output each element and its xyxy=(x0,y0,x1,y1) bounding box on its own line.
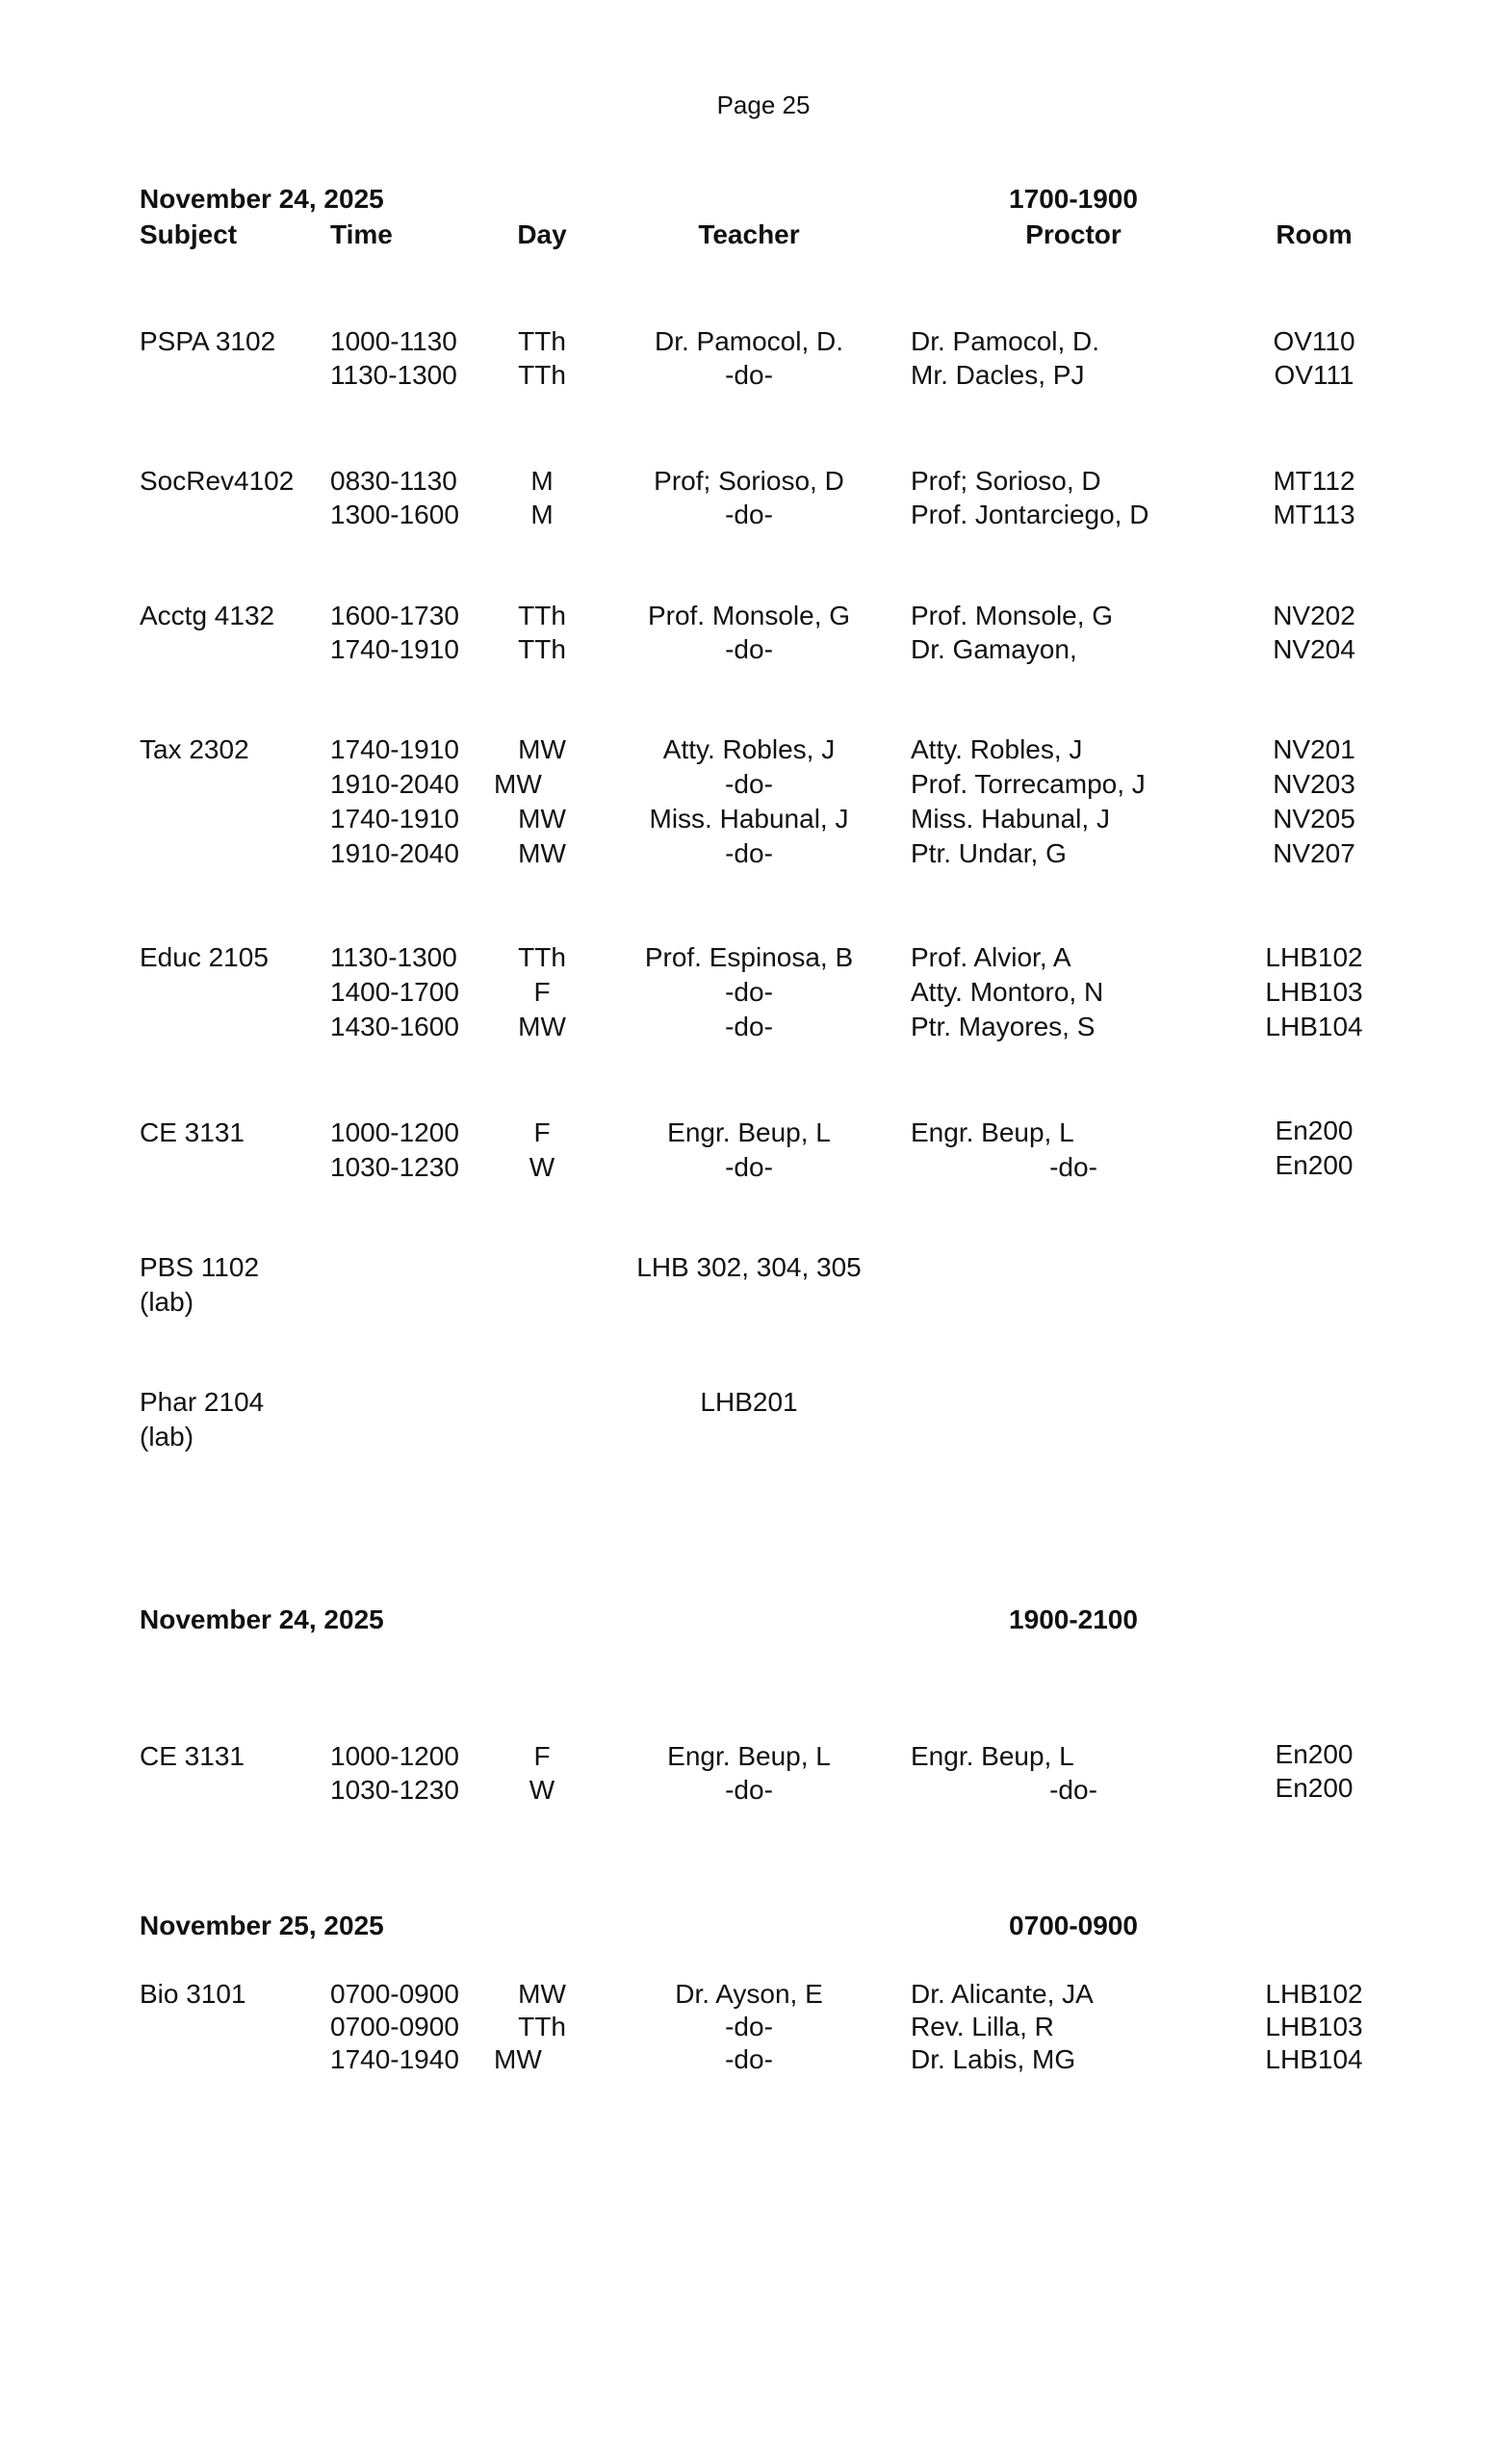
section-time-slot: 1900-2100 xyxy=(1009,1604,1138,1634)
teacher-cell: -do- xyxy=(725,838,773,868)
time-cell: 1000-1200 xyxy=(330,1741,459,1771)
day-cell: TTh xyxy=(518,360,566,390)
proctor-cell: Ptr. Mayores, S xyxy=(911,1012,1096,1041)
room-cell: NV203 xyxy=(1273,769,1355,799)
header-proctor: Proctor xyxy=(1025,219,1122,249)
room-cell: LHB104 xyxy=(1265,1012,1363,1041)
time-cell: 1740-1910 xyxy=(330,634,459,664)
day-cell: M xyxy=(530,500,554,529)
proctor-cell: Engr. Beup, L xyxy=(911,1117,1074,1147)
teacher-cell: -do- xyxy=(725,1775,773,1805)
proctor-cell: Prof. Jontarciego, D xyxy=(911,500,1149,529)
teacher-cell: -do- xyxy=(725,2044,773,2074)
proctor-cell: Dr. Labis, MG xyxy=(911,2044,1076,2074)
teacher-cell: Engr. Beup, L xyxy=(667,1741,831,1771)
subject-code: CE 3131 xyxy=(140,1117,245,1147)
time-cell: 1740-1940 xyxy=(330,2044,459,2074)
section-time-slot: 0700-0900 xyxy=(1009,1911,1138,1940)
time-cell: 1000-1200 xyxy=(330,1117,459,1147)
proctor-cell: -do- xyxy=(1049,1775,1097,1805)
proctor-cell: Ptr. Undar, G xyxy=(911,838,1067,868)
subject-code: Bio 3101 xyxy=(140,1979,246,2009)
subject-code: PBS 1102 xyxy=(140,1252,260,1282)
time-cell: 1430-1600 xyxy=(330,1012,459,1041)
section-time-slot: 1700-1900 xyxy=(1009,184,1138,214)
room-cell: LHB102 xyxy=(1265,942,1363,972)
subject-code: SocRev4102 xyxy=(140,466,295,496)
section-date: November 25, 2025 xyxy=(140,1911,384,1940)
day-cell: TTh xyxy=(518,601,566,630)
teacher-cell: Miss. Habunal, J xyxy=(649,804,849,834)
proctor-cell: Prof. Torrecampo, J xyxy=(911,769,1146,799)
day-cell: W xyxy=(529,1152,555,1182)
time-cell: 1130-1300 xyxy=(330,360,457,390)
page-number: Page 25 xyxy=(716,90,811,119)
teacher-cell: Dr. Pamocol, D. xyxy=(654,326,844,356)
subject-note: (lab) xyxy=(140,1287,194,1317)
day-cell: MW xyxy=(518,1012,566,1041)
time-cell: 1000-1130 xyxy=(330,326,457,356)
time-cell: 1600-1730 xyxy=(330,601,459,630)
header-time: Time xyxy=(330,219,393,249)
time-cell: 1300-1600 xyxy=(330,500,459,529)
day-cell: TTh xyxy=(518,326,566,356)
teacher-cell: Prof. Monsole, G xyxy=(647,601,851,630)
time-cell: 0700-0900 xyxy=(330,1979,459,2009)
proctor-cell: Atty. Robles, J xyxy=(911,734,1083,764)
time-cell: 1030-1230 xyxy=(330,1152,459,1182)
day-cell: MW xyxy=(518,838,566,868)
teacher-cell: -do- xyxy=(725,1012,773,1041)
day-cell: TTh xyxy=(518,942,566,972)
room-cell: En200 xyxy=(1275,1739,1354,1769)
room-cell: NV202 xyxy=(1273,601,1355,630)
room-cell: NV205 xyxy=(1273,804,1355,834)
teacher-cell: -do- xyxy=(725,360,773,390)
room-cell: MT113 xyxy=(1273,500,1355,529)
room-cell: LHB104 xyxy=(1265,2044,1363,2074)
time-cell: 1130-1300 xyxy=(330,942,457,972)
proctor-cell: Mr. Dacles, PJ xyxy=(911,360,1085,390)
time-cell: 1740-1910 xyxy=(330,804,459,834)
subject-note: (lab) xyxy=(140,1422,194,1451)
teacher-cell: -do- xyxy=(725,977,773,1007)
time-cell: 1030-1230 xyxy=(330,1775,459,1805)
time-cell: 0700-0900 xyxy=(330,2012,459,2041)
day-cell: MW xyxy=(518,1979,566,2009)
day-cell: F xyxy=(533,977,551,1007)
room-cell: En200 xyxy=(1275,1150,1354,1180)
time-cell: 1910-2040 xyxy=(330,838,459,868)
header-subject: Subject xyxy=(140,219,238,249)
day-cell: TTh xyxy=(518,634,566,664)
day-cell: MW xyxy=(518,804,566,834)
subject-code: Phar 2104 xyxy=(140,1387,265,1417)
proctor-cell: Dr. Alicante, JA xyxy=(911,1979,1094,2009)
teacher-cell: -do- xyxy=(725,1152,773,1182)
time-cell: 0830-1130 xyxy=(330,466,457,496)
room-cell: LHB102 xyxy=(1265,1979,1363,2009)
room-cell: LHB103 xyxy=(1265,2012,1363,2041)
teacher-cell: -do- xyxy=(725,500,773,529)
header-teacher: Teacher xyxy=(698,219,800,249)
teacher-cell: Prof. Espinosa, B xyxy=(644,942,854,972)
section-date: November 24, 2025 xyxy=(140,1604,384,1634)
section-date: November 24, 2025 xyxy=(140,184,384,214)
lab-location: LHB201 xyxy=(700,1387,798,1417)
room-cell: OV111 xyxy=(1274,360,1354,390)
room-cell: NV207 xyxy=(1273,838,1355,868)
proctor-cell: Dr. Pamocol, D. xyxy=(911,326,1100,356)
proctor-cell: Prof; Sorioso, D xyxy=(911,466,1101,496)
time-cell: 1740-1910 xyxy=(330,734,459,764)
proctor-cell: Rev. Lilla, R xyxy=(911,2012,1054,2041)
proctor-cell: -do- xyxy=(1049,1152,1097,1182)
room-cell: LHB103 xyxy=(1265,977,1363,1007)
teacher-cell: -do- xyxy=(725,769,773,799)
proctor-cell: Prof. Monsole, G xyxy=(911,601,1114,630)
day-cell: MW xyxy=(494,769,542,799)
day-cell: TTh xyxy=(518,2012,566,2041)
teacher-cell: -do- xyxy=(725,634,773,664)
day-cell: M xyxy=(530,466,554,496)
lab-location: LHB 302, 304, 305 xyxy=(636,1252,862,1282)
proctor-cell: Dr. Gamayon, xyxy=(911,634,1077,664)
teacher-cell: Dr. Ayson, E xyxy=(675,1979,823,2009)
room-cell: NV204 xyxy=(1273,634,1355,664)
proctor-cell: Prof. Alvior, A xyxy=(911,942,1071,972)
subject-code: Tax 2302 xyxy=(140,734,249,764)
proctor-cell: Miss. Habunal, J xyxy=(911,804,1110,834)
day-cell: F xyxy=(533,1117,551,1147)
subject-code: CE 3131 xyxy=(140,1741,245,1771)
teacher-cell: Engr. Beup, L xyxy=(667,1117,831,1147)
header-room: Room xyxy=(1276,219,1353,249)
time-cell: 1400-1700 xyxy=(330,977,459,1007)
room-cell: NV201 xyxy=(1273,734,1355,764)
day-cell: F xyxy=(533,1741,551,1771)
day-cell: W xyxy=(529,1775,555,1805)
room-cell: OV110 xyxy=(1273,326,1355,356)
proctor-cell: Atty. Montoro, N xyxy=(911,977,1104,1007)
time-cell: 1910-2040 xyxy=(330,769,459,799)
teacher-cell: Atty. Robles, J xyxy=(662,734,836,764)
header-day: Day xyxy=(517,219,567,249)
subject-code: Educ 2105 xyxy=(140,942,269,972)
day-cell: MW xyxy=(494,2044,542,2074)
room-cell: En200 xyxy=(1275,1116,1354,1145)
room-cell: En200 xyxy=(1275,1773,1354,1803)
teacher-cell: -do- xyxy=(725,2012,773,2041)
room-cell: MT112 xyxy=(1273,466,1355,496)
subject-code: PSPA 3102 xyxy=(140,326,276,356)
teacher-cell: Prof; Sorioso, D xyxy=(654,466,844,496)
proctor-cell: Engr. Beup, L xyxy=(911,1741,1074,1771)
subject-code: Acctg 4132 xyxy=(140,601,275,630)
day-cell: MW xyxy=(518,734,566,764)
